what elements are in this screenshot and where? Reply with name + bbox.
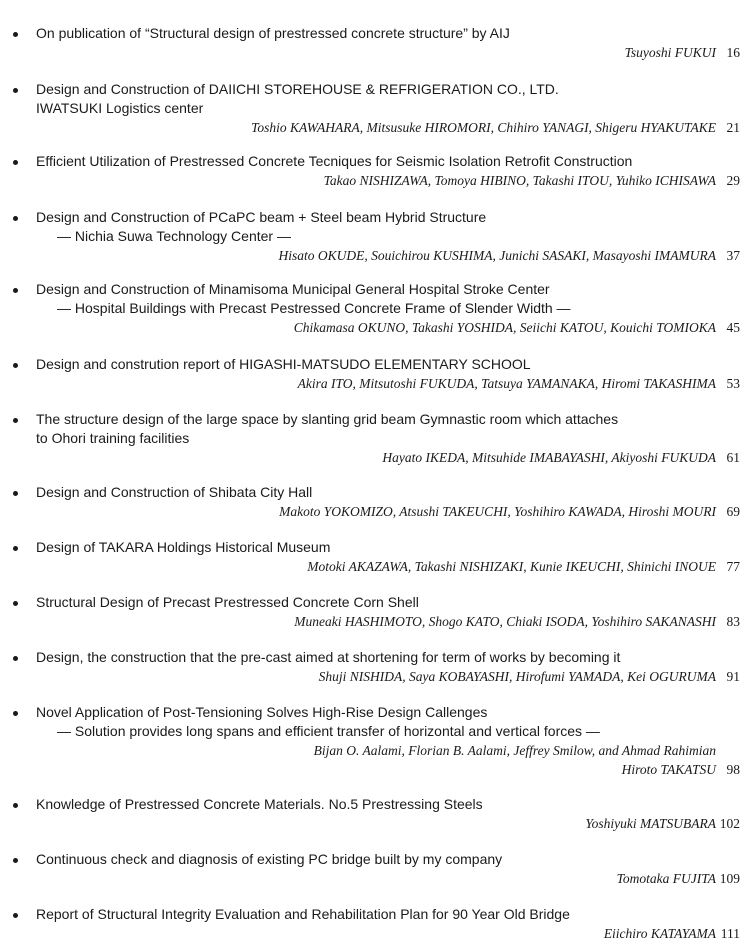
title-line: Novel Application of Post-Tensioning Solves High-Rise Design Callenges bbox=[36, 704, 488, 720]
title-line: — Nichia Suwa Technology Center — bbox=[57, 228, 291, 244]
entry-authors: Chikamasa OKUNO, Takashi YOSHIDA, Seiichi KATOU, Kouichi TOMIOKA bbox=[293, 320, 716, 335]
bullet-icon bbox=[13, 32, 18, 37]
page-number: 98 bbox=[726, 762, 740, 777]
title-line: — Solution provides long spans and efficient transfer of horizontal and vertical forces — bbox=[57, 723, 600, 739]
bullet-icon bbox=[13, 711, 18, 716]
bullet-icon bbox=[13, 656, 18, 661]
bullet-icon bbox=[13, 858, 18, 863]
title-line: to Ohori training facilities bbox=[36, 430, 190, 446]
entry-authors: Hiroto TAKATSU bbox=[621, 762, 716, 777]
entry-title bbox=[36, 152, 726, 171]
bullet-icon bbox=[13, 803, 18, 808]
bullet-icon bbox=[13, 216, 18, 221]
page-number: 109 bbox=[719, 871, 740, 886]
bullet-icon bbox=[13, 363, 18, 368]
entry-title bbox=[36, 795, 726, 814]
entry-authors: Takao NISHIZAWA, Tomoya HIBINO, Takashi ITOU, Yuhiko ICHISAWA bbox=[323, 173, 716, 188]
entry-title bbox=[36, 905, 726, 924]
entry-authors: Eiichiro KATAYAMA bbox=[603, 926, 716, 941]
entry-title bbox=[36, 410, 726, 448]
entry-authors: Makoto YOKOMIZO, Atsushi TAKEUCHI, Yoshihiro KAWADA, Hiroshi MOURI bbox=[279, 504, 716, 519]
title-line: Design and Construction of DAIICHI STOREHOUSE & REFRIGERATION CO., LTD. bbox=[36, 81, 559, 97]
page-number: 102 bbox=[719, 816, 740, 831]
entry-title bbox=[36, 80, 726, 118]
title-line: Structural Design of Precast Prestressed Concrete Corn Shell bbox=[36, 594, 419, 610]
page-number: 77 bbox=[726, 559, 740, 574]
title-line: — Hospital Buildings with Precast Pestressed Concrete Frame of Slender Width — bbox=[57, 300, 571, 316]
entry-title bbox=[36, 648, 726, 667]
title-line: Design of TAKARA Holdings Historical Museum bbox=[36, 539, 331, 555]
entry-authors: Motoki AKAZAWA, Takashi NISHIZAKI, Kunie IKEUCHI, Shinichi INOUE bbox=[307, 559, 716, 574]
bullet-icon bbox=[13, 88, 18, 93]
title-line: Design, the construction that the pre-cast aimed at shortening for term of works by becoming it bbox=[36, 649, 621, 665]
bullet-icon bbox=[13, 601, 18, 606]
title-line: The structure design of the large space by slanting grid beam Gymnastic room which attaches bbox=[36, 411, 619, 427]
title-line: Efficient Utilization of Prestressed Concrete Tecniques for Seismic Isolation Retrofit Construction bbox=[36, 153, 633, 169]
title-line: Design and Construction of Minamisoma Municipal General Hospital Stroke Center bbox=[36, 281, 550, 297]
title-line: Report of Structural Integrity Evaluation and Rehabilitation Plan for 90 Year Old Bridge bbox=[36, 906, 570, 922]
page-number: 53 bbox=[726, 376, 740, 391]
bullet-icon bbox=[13, 546, 18, 551]
title-line: Knowledge of Prestressed Concrete Materials. No.5 Prestressing Steels bbox=[36, 796, 483, 812]
page-number: 69 bbox=[726, 504, 740, 519]
page-number: 37 bbox=[726, 248, 740, 263]
page-number: 16 bbox=[726, 45, 740, 60]
page-number: 111 bbox=[720, 926, 740, 941]
entry-title bbox=[36, 703, 726, 741]
bullet-icon bbox=[13, 913, 18, 918]
page-number: 21 bbox=[726, 120, 740, 135]
entry-title bbox=[36, 593, 726, 612]
entry-authors: Toshio KAWAHARA, Mitsusuke HIROMORI, Chihiro YANAGI, Shigeru HYAKUTAKE bbox=[251, 120, 716, 135]
page-number: 83 bbox=[726, 614, 740, 629]
title-line: IWATSUKI Logistics center bbox=[36, 100, 204, 116]
bullet-icon bbox=[13, 491, 18, 496]
entry-title bbox=[36, 208, 726, 246]
page-number: 61 bbox=[726, 450, 740, 465]
entry-authors: Hayato IKEDA, Mitsuhide IMABAYASHI, Akiyoshi FUKUDA bbox=[382, 450, 716, 465]
entry-authors: Yoshiyuki MATSUBARA bbox=[585, 816, 716, 831]
entry-authors: Akira ITO, Mitsutoshi FUKUDA, Tatsuya YAMANAKA, Hiromi TAKASHIMA bbox=[297, 376, 716, 391]
entry-title bbox=[36, 24, 726, 43]
entry-title bbox=[36, 850, 726, 869]
page-number: 45 bbox=[726, 320, 740, 335]
entry-authors: Hisato OKUDE, Souichirou KUSHIMA, Junichi SASAKI, Masayoshi IMAMURA bbox=[278, 248, 716, 263]
title-line: Design and constrution report of HIGASHI-MATSUDO ELEMENTARY SCHOOL bbox=[36, 356, 531, 372]
page-number: 29 bbox=[726, 173, 740, 188]
entry-authors: Tsuyoshi FUKUI bbox=[624, 45, 716, 60]
title-line: Design and Construction of Shibata City Hall bbox=[36, 484, 313, 500]
entry-title bbox=[36, 483, 726, 502]
entry-title bbox=[36, 280, 726, 318]
bullet-icon bbox=[13, 160, 18, 165]
entry-authors: Shuji NISHIDA, Saya KOBAYASHI, Hirofumi YAMADA, Kei OGURUMA bbox=[318, 669, 716, 684]
entry-title bbox=[36, 355, 726, 374]
entry-authors: Muneaki HASHIMOTO, Shogo KATO, Chiaki ISODA, Yoshihiro SAKANASHI bbox=[294, 614, 716, 629]
entry-authors: Tomotaka FUJITA bbox=[616, 871, 716, 886]
title-line: Design and Construction of PCaPC beam + Steel beam Hybrid Structure bbox=[36, 209, 487, 225]
entry-title bbox=[36, 538, 726, 557]
bullet-icon bbox=[13, 288, 18, 293]
title-line: On publication of “Structural design of prestressed concrete structure” by AIJ bbox=[36, 25, 510, 41]
bullet-icon bbox=[13, 418, 18, 423]
title-line: Continuous check and diagnosis of existing PC bridge built by my company bbox=[36, 851, 503, 867]
entry-authors: Bijan O. Aalami, Florian B. Aalami, Jeffrey Smilow, and Ahmad Rahimian bbox=[313, 743, 716, 758]
page-number: 91 bbox=[726, 669, 740, 684]
